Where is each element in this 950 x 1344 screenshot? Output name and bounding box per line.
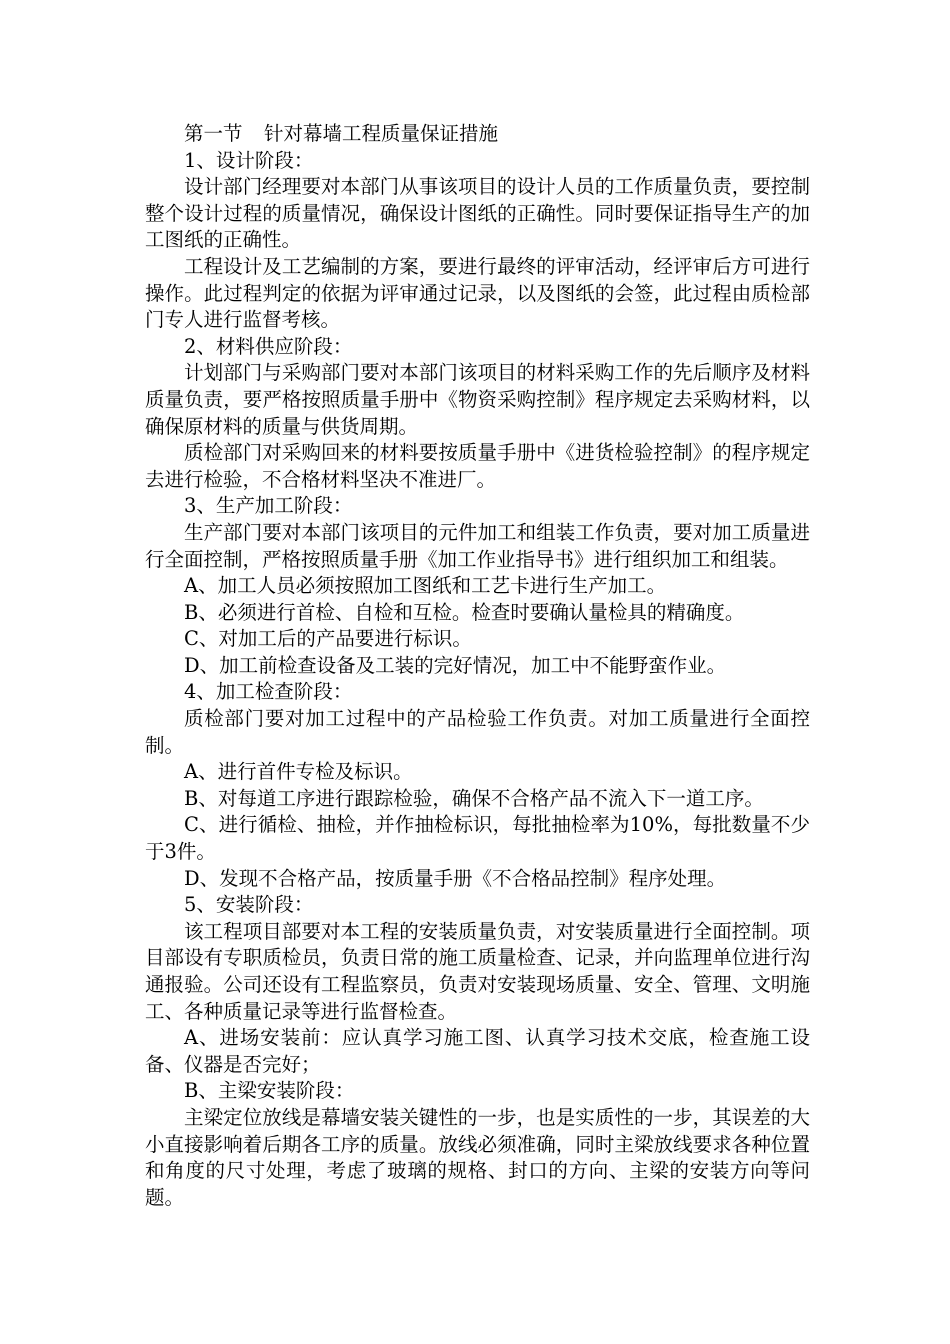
- stage-heading-material: 2、材料供应阶段：: [184, 334, 353, 358]
- list-item: B、主梁安装阶段：: [184, 1079, 355, 1103]
- stage-heading-inspection: 4、加工检查阶段：: [184, 680, 353, 704]
- section-number: 第一节: [184, 122, 243, 145]
- list-item: B、必须进行首检、自检和互检。检查时要确认量检具的精确度。: [184, 600, 745, 624]
- paragraph: 该工程项目部要对本工程的安装质量负责，对安装质量进行全面控制。项目部设有专职质检员，负责日常的施工质量检查、记录，并向监理单位进行沟通报验。公司还设有工程监察员，负责对安装现场质量、安全、管理、文明施工、各种质量记录等进行监督检查。: [145, 919, 810, 1023]
- paragraph: 工程设计及工艺编制的方案，要进行最终的评审活动，经评审后方可进行操作。此过程判定的依据为评审通过记录，以及图纸的会签，此过程由质检部门专人进行监督考核。: [145, 254, 810, 332]
- list-item: D、发现不合格产品，按质量手册《不合格品控制》程序处理。: [184, 866, 727, 890]
- paragraph: 生产部门要对本部门该项目的元件加工和组装工作负责，要对加工质量进行全面控制，严格按照质量手册《加工作业指导书》进行组织加工和组装。: [145, 520, 810, 571]
- list-item: D、加工前检查设备及工装的完好情况，加工中不能野蛮作业。: [184, 653, 727, 677]
- paragraph: 主梁定位放线是幕墙安装关键性的一步，也是实质性的一步，其误差的大小直接影响着后期各工序的质量。放线必须准确，同时主梁放线要求各种位置和角度的尺寸处理，考虑了玻璃的规格、封口的方向、主梁的安装方向等问题。: [145, 1105, 810, 1209]
- list-item: B、对每道工序进行跟踪检验，确保不合格产品不流入下一道工序。: [184, 786, 764, 810]
- list-item: C、对加工后的产品要进行标识。: [184, 627, 472, 651]
- paragraph: 质检部门要对加工过程中的产品检验工作负责。对加工质量进行全面控制。: [145, 707, 810, 757]
- list-item: A、进行首件专检及标识。: [184, 760, 413, 784]
- stage-heading-production: 3、生产加工阶段：: [184, 494, 353, 518]
- list-item: A、加工人员必须按照加工图纸和工艺卡进行生产加工。: [184, 574, 667, 598]
- paragraph: 设计部门经理要对本部门从事该项目的设计人员的工作质量负责，要控制整个设计过程的质量情况，确保设计图纸的正确性。同时要保证指导生产的加工图纸的正确性。: [145, 175, 810, 252]
- stage-heading-design: 1、设计阶段：: [184, 148, 314, 172]
- section-title: [145, 121, 810, 148]
- paragraph: 计划部门与采购部门要对本部门该项目的材料采购工作的先后顺序及材料质量负责，要严格按照质量手册中《物资采购控制》程序规定去采购材料，以确保原材料的质量与供货周期。: [145, 361, 810, 438]
- paragraph: 质检部门对采购回来的材料要按质量手册中《进货检验控制》的程序规定去进行检验，不合格材料坚决不准进厂。: [145, 441, 810, 491]
- list-item: C、进行循检、抽检，并作抽检标识，每批抽检率为10%，每批数量不少于3件。: [145, 813, 810, 864]
- document-body: [145, 121, 810, 1211]
- stage-heading-installation: 5、安装阶段：: [184, 893, 314, 917]
- list-item: A、进场安装前：应认真学习施工图、认真学习技术交底，检查施工设备、仪器是否完好；: [145, 1026, 810, 1076]
- section-heading: 针对幕墙工程质量保证措施: [263, 122, 498, 145]
